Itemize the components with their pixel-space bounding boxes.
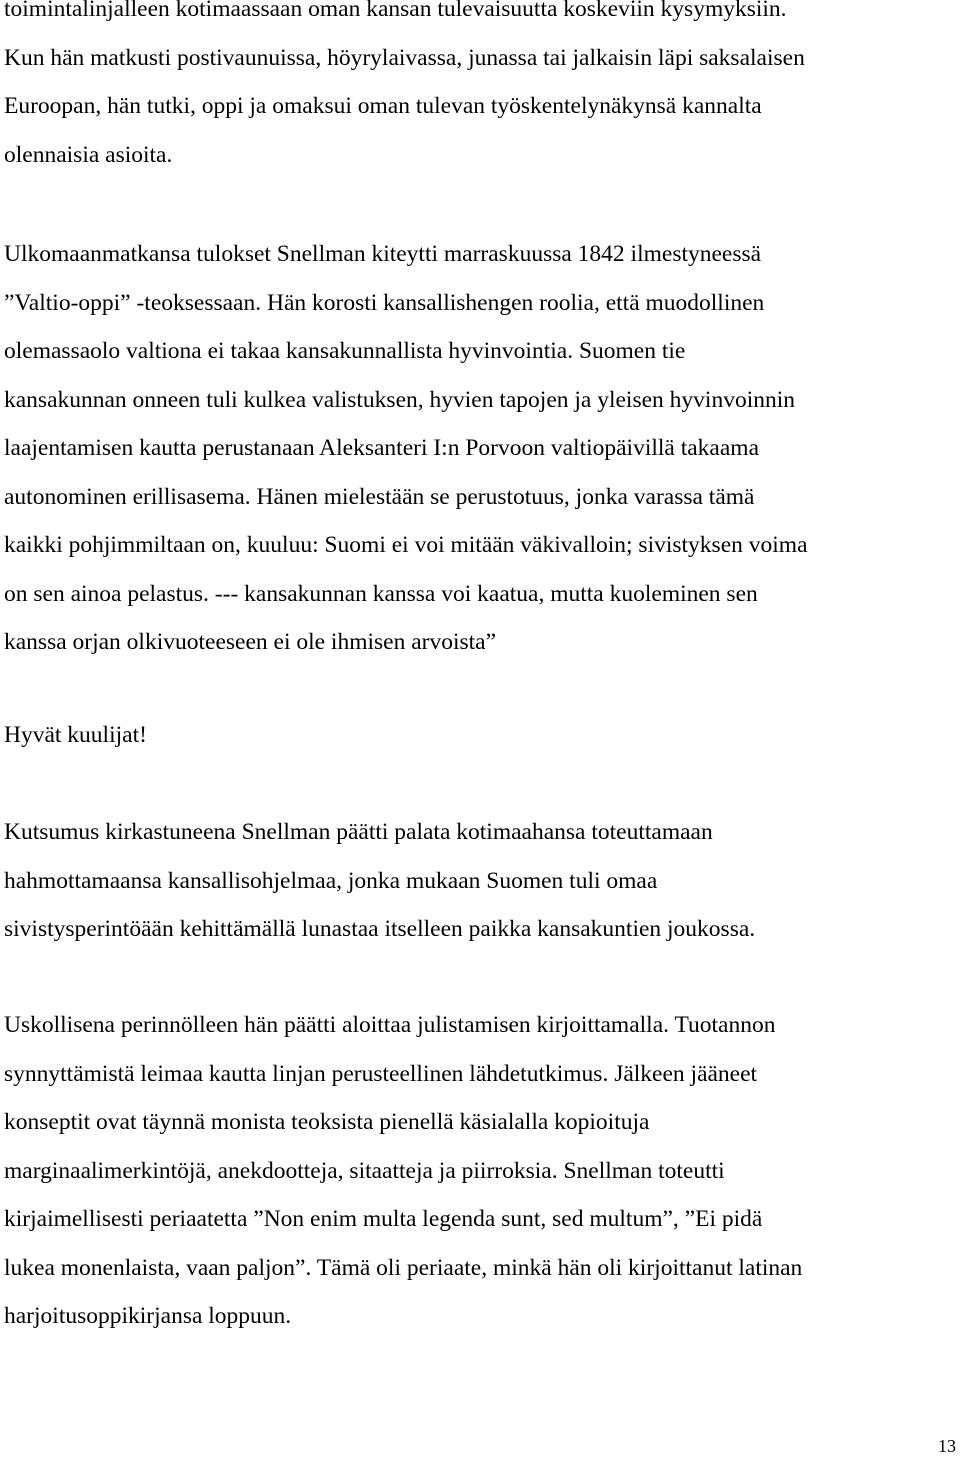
text-line: sivistysperintöään kehittämällä lunastaa itselleen paikka kansakuntien joukossa. (4, 916, 756, 942)
text-line: Kun hän matkusti postivaunuissa, höyrylaivassa, junassa tai jalkaisin läpi saksalaisen (4, 44, 805, 71)
text-line: olennaisia asioita. (4, 141, 173, 168)
paragraph-writing-method (4, 1001, 960, 1341)
text-line: konseptit ovat täynnä monista teoksista pienellä käsialalla kopioituja (4, 1109, 650, 1135)
paragraph-national-programme (4, 808, 960, 954)
text-line: ”Valtio-oppi” -teoksessaan. Hän korosti kansallishengen roolia, että muodollinen (4, 289, 765, 316)
text-line: kanssa orjan olkivuoteeseen ei ole ihmisen arvoista” (4, 629, 497, 655)
text-line: kirjaimellisesti periaatetta ”Non enim multa legenda sunt, sed multum”, ”Ei pidä (4, 1206, 763, 1232)
paragraph-snellman-travels (4, 0, 960, 179)
text-line: toimintalinjalleen kotimaassaan oman kansan tulevaisuutta koskeviin kysymyksiin. (4, 0, 787, 22)
page-number: 13 (938, 1436, 956, 1456)
text-line: kaikki pohjimmiltaan on, kuuluu: Suomi ei voi mitään väkivalloin; sivistyksen voima (4, 532, 808, 558)
paragraph-greeting (4, 711, 960, 760)
text-line: Hyvät kuulijat! (4, 722, 147, 748)
text-line: harjoitusoppikirjansa loppuun. (4, 1303, 292, 1329)
text-line: Ulkomaanmatkansa tulokset Snellman kiteytti marraskuussa 1842 ilmestyneessä (4, 241, 762, 267)
text-line: laajentamisen kautta perustanaan Aleksanteri I:n Porvoon valtiopäivillä takaama (4, 435, 760, 461)
text-line: marginaalimerkintöjä, anekdootteja, sitaatteja ja piirroksia. Snellman toteutti (4, 1157, 725, 1184)
text-line: Kutsumus kirkastuneena Snellman päätti palata kotimaahansa toteuttamaan (4, 819, 713, 845)
text-line: hahmottamaansa kansallisohjelmaa, jonka mukaan Suomen tuli omaa (4, 867, 658, 894)
text-line: on sen ainoa pelastus. --- kansakunnan kanssa voi kaatua, mutta kuoleminen sen (4, 580, 758, 607)
text-line: Euroopan, hän tutki, oppi ja omaksui oman tulevan työskentelynäkynsä kannalta (4, 93, 762, 119)
text-line: lukea monenlaista, vaan paljon”. Tämä oli periaate, minkä hän oli kirjoittanut latinan (4, 1254, 803, 1281)
paragraph-valtio-oppi (4, 230, 960, 667)
text-line: olemassaolo valtiona ei takaa kansakunnallista hyvinvointia. Suomen tie (4, 338, 686, 364)
text-line: kansakunnan onneen tuli kulkea valistuksen, hyvien tapojen ja yleisen hyvinvoinnin (4, 386, 796, 413)
text-line: synnyttämistä leimaa kautta linjan perusteellinen lähdetutkimus. Jälkeen jääneet (4, 1060, 758, 1087)
text-line: autonominen erillisasema. Hänen mielestään se perustotuus, jonka varassa tämä (4, 483, 755, 510)
text-line: Uskollisena perinnölleen hän päätti aloittaa julistamisen kirjoittamalla. Tuotannon (4, 1012, 776, 1038)
